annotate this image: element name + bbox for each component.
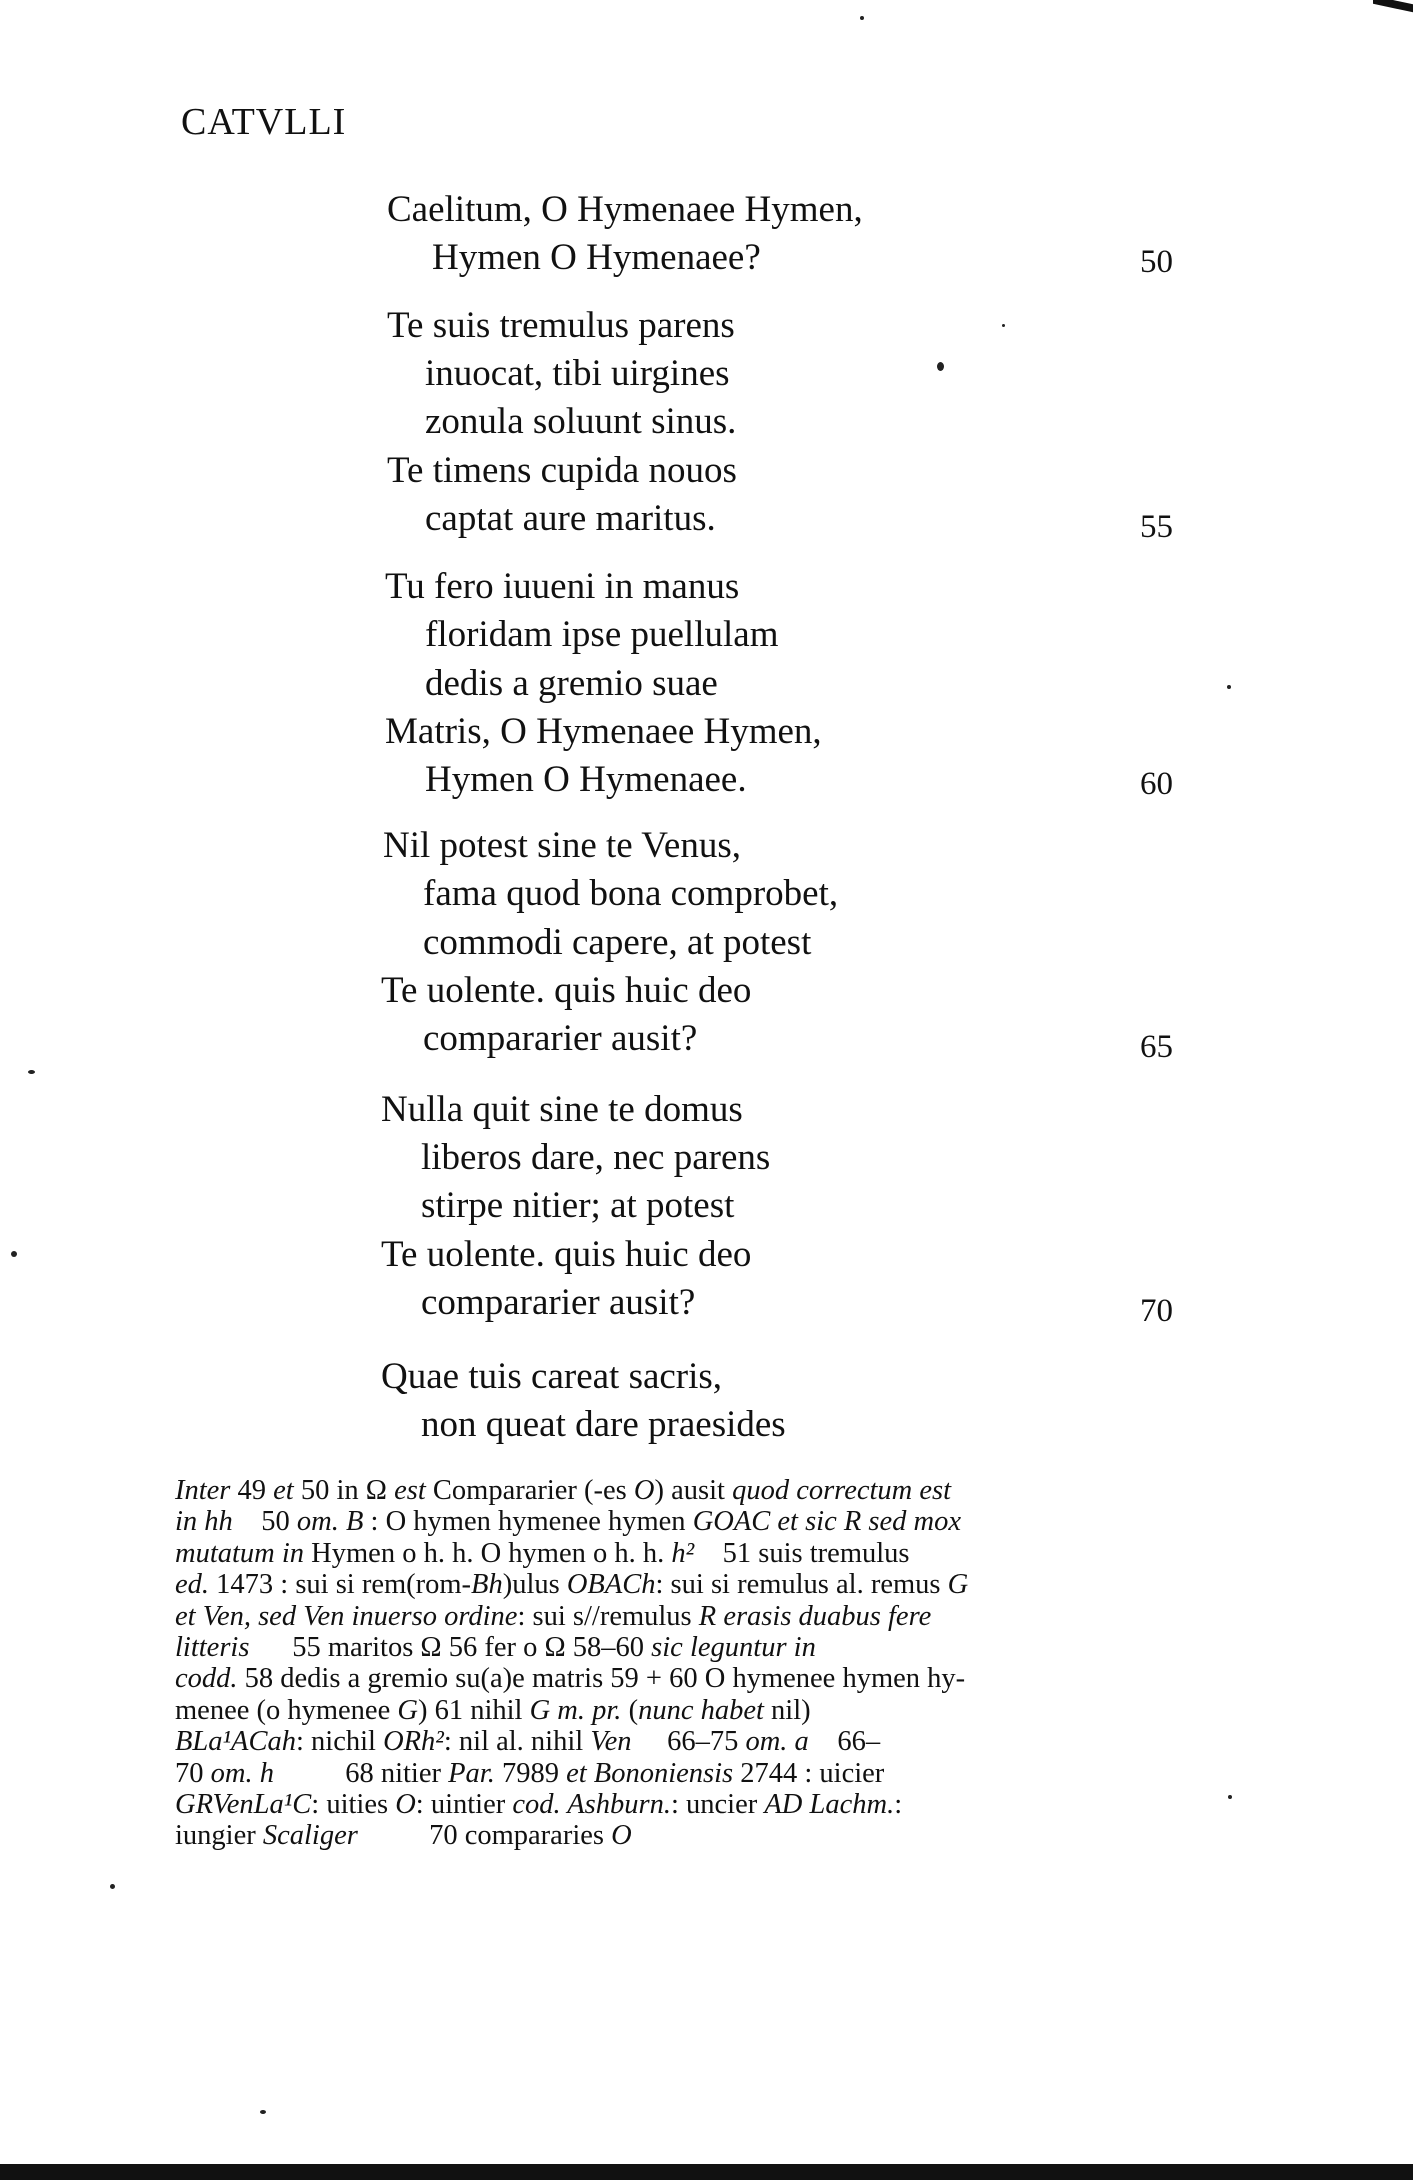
- scan-speck: [1227, 685, 1231, 689]
- poem-line: captat aure maritus.: [425, 498, 716, 539]
- poem-line: inuocat, tibi uirgines: [425, 353, 730, 394]
- poem-line: compararier ausit?: [421, 1282, 696, 1323]
- apparatus-line: ed. 1473 : sui si rem(rom-Bh)ulus OBACh: sui si remulus al. remus G: [175, 1569, 969, 1601]
- running-head: CATVLLI: [181, 101, 347, 143]
- apparatus-line: BLa¹ACah: nichil ORh²: nil al. nihil Ven 66–75 om. a 66–: [175, 1726, 881, 1758]
- apparatus-line: GRVenLa¹C: uities O: uintier cod. Ashburn.: uncier AD Lachm.:: [175, 1789, 903, 1821]
- apparatus-line: Inter 49 et 50 in Ω est Compararier (-es O) ausit quod correctum est: [175, 1475, 952, 1506]
- poem-line: Hymen O Hymenaee?: [432, 237, 761, 278]
- scan-speck: [860, 16, 864, 20]
- poem-line: floridam ipse puellulam: [425, 614, 779, 655]
- line-number: 50: [1140, 244, 1173, 280]
- scan-speck: [260, 2110, 266, 2114]
- apparatus-line: iungier Scaliger 70 compararies O: [175, 1820, 632, 1852]
- poem-line: Tu fero iuueni in manus: [385, 566, 740, 607]
- scan-speck: [1002, 324, 1005, 327]
- bottom-edge-rule: [0, 2164, 1413, 2180]
- scan-speck: [28, 1070, 35, 1074]
- apparatus-line: litteris 55 maritos Ω 56 fer o Ω 58–60 sic leguntur in: [175, 1632, 816, 1664]
- poem-line: Caelitum, O Hymenaee Hymen,: [387, 189, 863, 230]
- poem-line: Matris, O Hymenaee Hymen,: [385, 711, 822, 752]
- poem-line: Te uolente. quis huic deo: [381, 1234, 752, 1275]
- scan-speck: [1228, 1795, 1232, 1799]
- line-number: 70: [1140, 1293, 1173, 1329]
- poem-line: stirpe nitier; at potest: [421, 1185, 735, 1226]
- poem-line: Quae tuis careat sacris,: [381, 1356, 723, 1397]
- poem-line: zonula soluunt sinus.: [425, 401, 737, 442]
- apparatus-line: mutatum in Hymen o h. h. O hymen o h. h. h² 51 suis tremulus: [175, 1537, 910, 1569]
- line-number: 60: [1140, 766, 1173, 802]
- apparatus-line: codd. 58 dedis a gremio su(a)e matris 59 + 60 O hymenee hymen hy-: [175, 1663, 966, 1695]
- scan-speck: [11, 1251, 17, 1257]
- poem-line: non queat dare praesides: [421, 1404, 786, 1445]
- poem-line: Te suis tremulus parens: [387, 305, 735, 346]
- apparatus-line: menee (o hymenee G) 61 nihil G m. pr. (nunc habet nil): [175, 1694, 811, 1726]
- poem-line: commodi capere, at potest: [423, 922, 812, 963]
- critical-apparatus: [175, 1475, 1177, 1852]
- apparatus-line: 70 om. h 68 nitier Par. 7989 et Bononiensis 2744 : uicier: [175, 1757, 885, 1789]
- poem-line: Nulla quit sine te domus: [381, 1089, 743, 1130]
- poem-line: fama quod bona comprobet,: [423, 873, 839, 914]
- poem-line: compararier ausit?: [423, 1018, 698, 1059]
- apparatus-line: et Ven, sed Ven inuerso ordine: sui s//remulus R erasis duabus fere: [175, 1600, 932, 1632]
- apparatus-line: in hh 50 om. B : O hymen hymenee hymen GOAC et sic R sed mox: [175, 1506, 962, 1538]
- poem-line: dedis a gremio suae: [425, 663, 718, 704]
- scan-speck: [110, 1884, 115, 1889]
- poem-line: Te timens cupida nouos: [387, 450, 737, 491]
- poem-line: Te uolente. quis huic deo: [381, 970, 752, 1011]
- line-number: 65: [1140, 1029, 1173, 1065]
- poem-line: liberos dare, nec parens: [421, 1137, 771, 1178]
- scan-speck: [937, 362, 944, 371]
- poem-line: Nil potest sine te Venus,: [383, 825, 741, 866]
- line-number: 55: [1140, 509, 1173, 545]
- poem-line: Hymen O Hymenaee.: [425, 759, 747, 800]
